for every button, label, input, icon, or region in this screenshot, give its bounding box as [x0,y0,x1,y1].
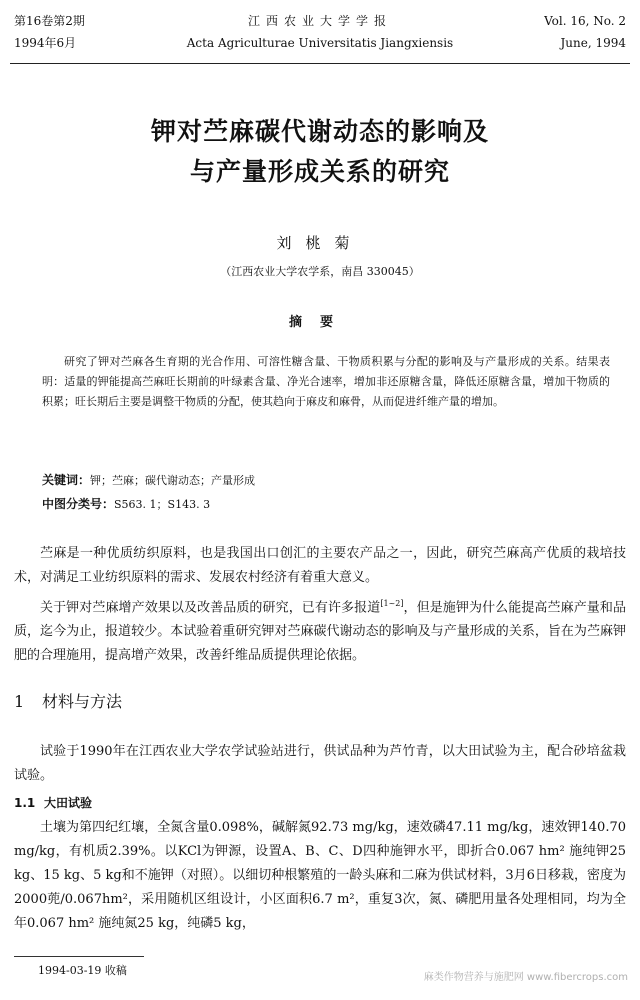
volume-issue-en: Vol. 16, No. 2 [544,14,626,28]
classification [42,494,610,515]
classification-value: S563. 1；S143. 3 [114,498,211,511]
subsection-1-1-number: 1.1 [14,796,36,810]
author-affiliation: （江西农业大学农学系，南昌 330045） [220,265,420,278]
subsection-1-1-heading [14,793,92,813]
abstract-heading: 摘要 [288,315,351,330]
publication-date: 1994年6月 [14,36,77,50]
title-line-1: 钾对苎麻碳代谢动态的影响及 [150,117,489,146]
intro-paragraph-2 [14,592,626,668]
footnote-rule [14,956,144,957]
keywords [42,470,610,491]
citation-ref: [1~2] [380,599,404,608]
journal-name-cn: 江西农业大学学报 [247,14,392,28]
paper-title [0,112,640,192]
publication-date-en: June, 1994 [560,36,626,50]
author-name: 刘桃菊 [276,234,364,252]
journal-name-en: Acta Agriculturae Universitatis Jiangxiensis [186,36,454,50]
watermark: 麻类作物营养与施肥网 www.fibercrops.com [423,972,628,983]
title-line-2: 与产量形成关系的研究 [189,157,450,186]
intro-p2-text-a: 关于钾对苎麻增产效果以及改善品质的研究，已有许多报道 [40,600,381,616]
journal-header [14,10,626,58]
subsection-1-1-paragraph: 土壤为第四纪红壤，全氮含量0.098%，碱解氮92.73 mg/kg，速效磷47.11 mg/kg，速效钾140.70 mg/kg，有机质2.39%。以KCl为钾源，设置A、B、C、D四种施钾水平，即折合0.067 hm² 施纯钾25 kg、15 kg、5 kg和不施钾（对照）。以细切种根繁殖的一龄头麻和二麻为供试材料，3月6日移栽，密度为2000蔸/0.067hm²，采用随机区组设计，小区面积6.7 m²，重复3次，氮、磷肥用量各处理相同，均为全年0.067 hm² 施纯氮25 kg，纯磷5 kg， [14,820,626,931]
section-1-paragraph: 试验于1990年在江西农业大学农学试验站进行，供试品种为芦竹青，以大田试验为主，配合砂培盆栽试验。 [14,744,626,783]
section-1-number: 1 [14,692,25,711]
classification-label: 中图分类号： [42,497,115,511]
abstract-text: 研究了钾对苎麻各生育期的光合作用、可溶性糖含量、干物质积累与分配的影响及与产量形成的关系。结果表明：适量的钾能提高苎麻旺长期前的叶绿素含量、净光合速率，增加非还原糖含量，降低还原糖含量，增加干物质的积累；旺长期后主要是调整干物质的分配，使其趋向于麻皮和麻骨，从而促进纤维产量的增加。 [42,355,610,408]
intro-paragraph-1: 苎麻是一种优质纺织原料，也是我国出口创汇的主要农产品之一，因此，研究苎麻高产优质的栽培技术，对满足工业纺织原料的需求、发展农村经济有着重大意义。 [14,546,626,585]
header-rule [10,63,630,64]
keywords-label: 关键词： [42,473,91,487]
volume-issue: 第16卷第2期 [14,14,85,28]
keywords-value: 钾；苎麻；碳代谢动态；产量形成 [90,474,256,487]
section-1-title: 材料与方法 [42,692,123,711]
intro-p2-text-b: ，但是施钾为什么能提高苎麻产量和品质，迄今为止，报道较少。本试验着重研究钾对苎麻碳代谢动态的影响及与产量形成的关系，旨在为苎麻钾肥的合理施用，提高增产效果，改善纤维品质提供理论依据。 [14,600,626,664]
section-1-heading [14,690,122,714]
subsection-1-1-title: 大田试验 [44,796,93,810]
received-date-footnote: 1994-03-19 收稿 [38,964,127,977]
